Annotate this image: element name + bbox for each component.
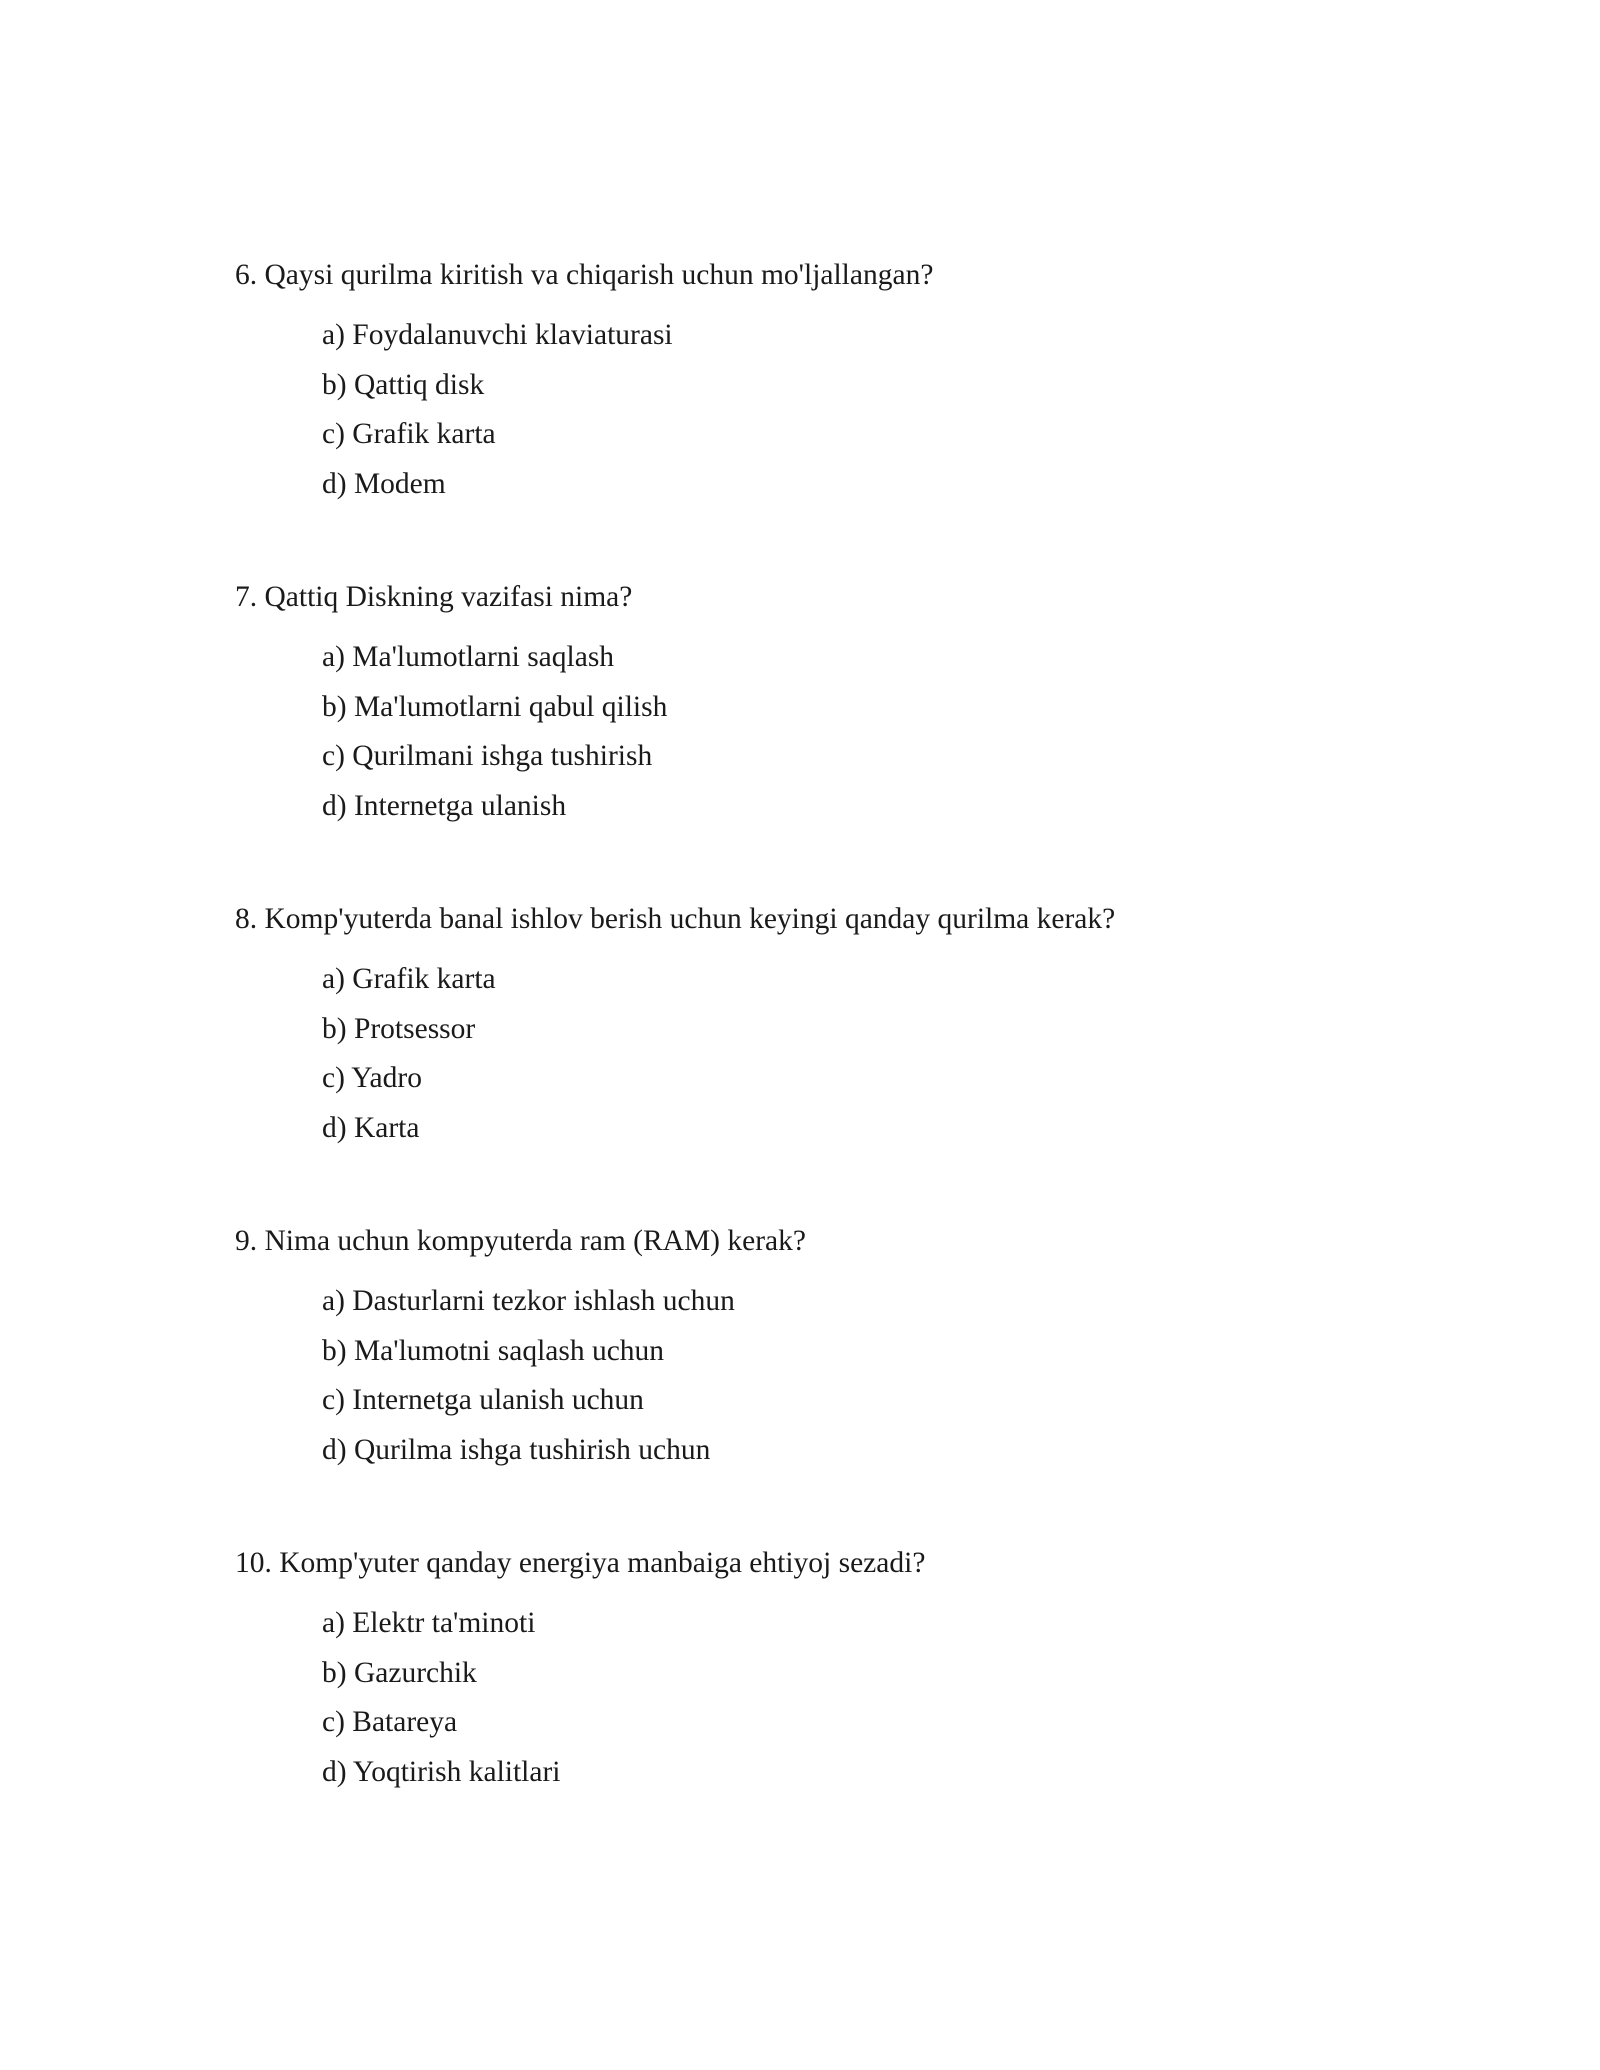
option-b: b) Ma'lumotni saqlash uchun (322, 1334, 665, 1367)
option-c: c) Yadro (322, 1062, 422, 1094)
question-text: 8. Komp'yuterda banal ishlov berish uchun keyingi qanday qurilma kerak? (235, 903, 1116, 935)
option-a: a) Ma'lumotlarni saqlash (322, 641, 615, 673)
answer-options (235, 311, 1495, 509)
option-b: b) Gazurchik (322, 1656, 477, 1689)
option-b: b) Ma'lumotlarni qabul qilish (322, 690, 668, 723)
option-a: a) Elektr ta'minoti (322, 1607, 536, 1639)
answer-options (235, 1599, 1495, 1797)
option-c: c) Qurilmani ishga tushirish (322, 740, 653, 772)
question-6 (235, 255, 1495, 509)
answer-options (235, 1277, 1495, 1475)
question-text: 9. Nima uchun kompyuterda ram (RAM) kerak? (235, 1225, 806, 1257)
question-9 (235, 1221, 1495, 1475)
option-d: d) Karta (322, 1111, 420, 1144)
answer-options (235, 633, 1495, 831)
option-d: d) Yoqtirish kalitlari (322, 1755, 561, 1788)
question-text: 6. Qaysi qurilma kiritish va chiqarish uchun mo'ljallangan? (235, 259, 934, 291)
option-d: d) Internetga ulanish (322, 789, 567, 822)
option-a: a) Grafik karta (322, 963, 496, 995)
option-a: a) Foydalanuvchi klaviaturasi (322, 319, 673, 351)
question-text: 7. Qattiq Diskning vazifasi nima? (235, 581, 633, 613)
option-c: c) Batareya (322, 1706, 458, 1738)
question-10 (235, 1543, 1495, 1797)
question-text: 10. Komp'yuter qanday energiya manbaiga ehtiyoj sezadi? (235, 1547, 926, 1579)
question-7 (235, 577, 1495, 831)
option-d: d) Qurilma ishga tushirish uchun (322, 1433, 711, 1466)
question-8 (235, 899, 1495, 1153)
option-b: b) Protsessor (322, 1012, 476, 1045)
option-c: c) Grafik karta (322, 418, 496, 450)
option-a: a) Dasturlarni tezkor ishlash uchun (322, 1285, 735, 1317)
option-d: d) Modem (322, 467, 446, 500)
answer-options (235, 955, 1495, 1153)
option-b: b) Qattiq disk (322, 368, 485, 401)
option-c: c) Internetga ulanish uchun (322, 1384, 644, 1416)
